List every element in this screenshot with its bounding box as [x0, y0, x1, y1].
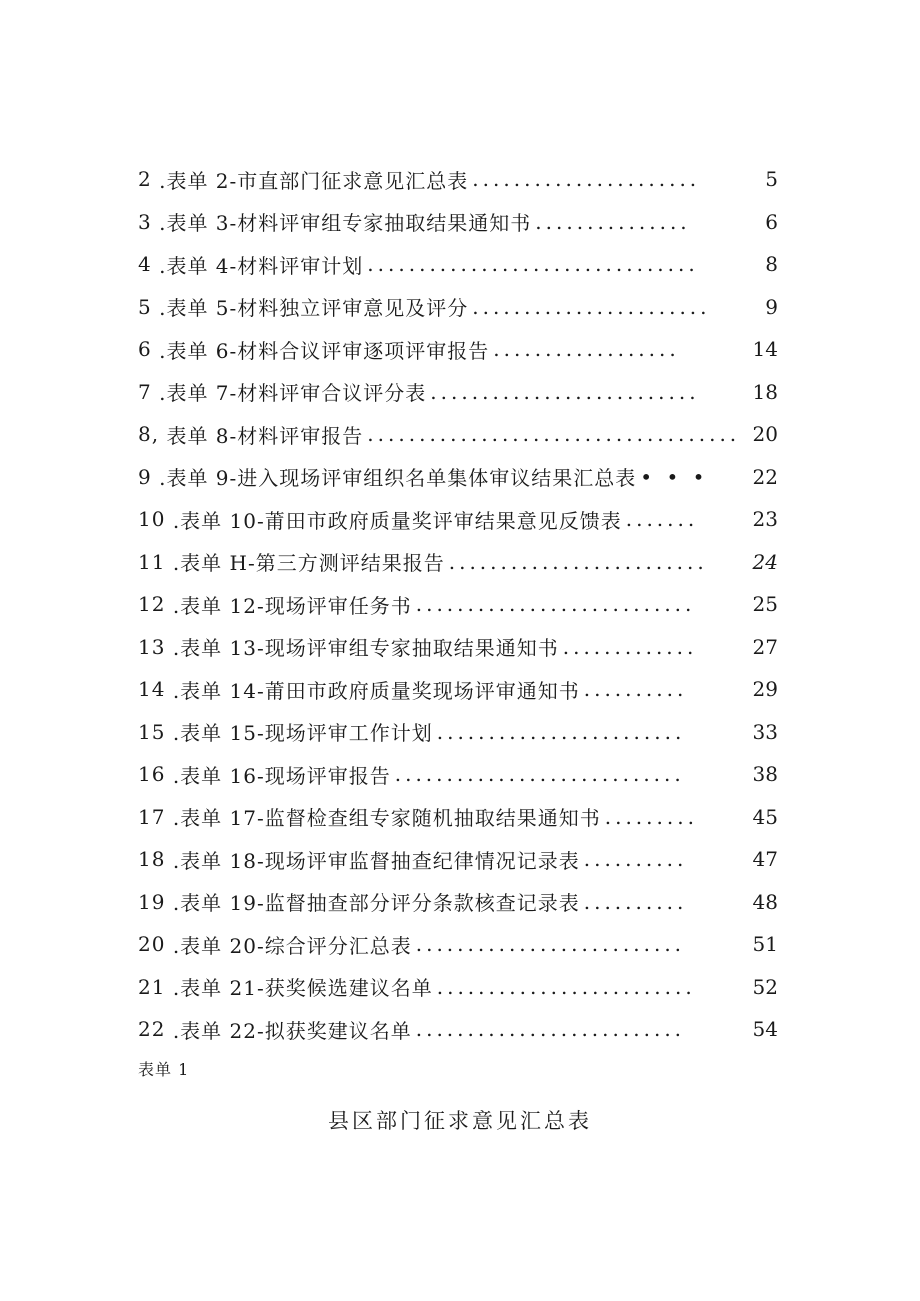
toc-entry-title: .表单 22-拟获奖建议名单 [172, 1018, 412, 1043]
toc-entry-leader: .......................... [415, 1017, 686, 1042]
toc-entry[interactable] [138, 371, 778, 414]
toc-entry[interactable] [138, 583, 778, 626]
toc-entry-title: .表单 7-材料评审合议评分表 [159, 381, 427, 406]
toc-entry-leader: ...................... [472, 167, 701, 192]
form-label: 表单 1 [138, 1060, 190, 1079]
toc-entry-page: 27 [752, 634, 778, 659]
toc-entry-page: 9 [765, 294, 778, 319]
toc-entry-leader: ......................... [436, 974, 696, 999]
toc-entry-number: 15 [138, 719, 166, 744]
toc-entry-number: 19 [138, 889, 166, 914]
toc-entry[interactable] [138, 838, 778, 881]
toc-entry-leader: • • • [640, 464, 709, 489]
toc-entry-number: 10 [138, 507, 166, 532]
toc-entry-title: .表单 15-现场评审工作计划 [172, 721, 433, 746]
toc-entry-page: 54 [752, 1017, 778, 1042]
toc-entry[interactable] [138, 923, 778, 966]
toc-entry[interactable] [138, 881, 778, 924]
toc-entry-number: 5 [138, 294, 152, 319]
toc-entry-title: .表单 2-市直部门征求意见汇总表 [159, 168, 469, 193]
toc-entry[interactable] [138, 711, 778, 754]
toc-entry[interactable] [138, 158, 778, 201]
toc-entry-title: .表单 16-现场评审报告 [172, 763, 391, 788]
toc-entry-title: .表单 14-莆田市政府质量奖现场评审通知书 [172, 678, 580, 703]
toc-entry-number: 8, [138, 422, 160, 447]
toc-entry-title: .表单 6-材料合议评审逐项评审报告 [159, 338, 490, 363]
toc-entry-page: 51 [752, 932, 778, 957]
toc-entry-leader: .................. [493, 337, 680, 362]
toc-entry[interactable] [138, 456, 778, 499]
toc-entry-leader: ............... [535, 209, 691, 234]
toc-entry-title: .表单 4-材料评审计划 [159, 253, 364, 278]
toc-entry-number: 17 [138, 804, 166, 829]
toc-entry-page: 14 [752, 337, 778, 362]
toc-entry-page: 52 [752, 974, 778, 999]
toc-entry-number: 9 [138, 464, 152, 489]
toc-entry-page: 38 [752, 762, 778, 787]
toc-entry[interactable] [138, 626, 778, 669]
toc-entry-leader: .......................... [430, 379, 700, 404]
toc-entry-title: .表单 3-材料评审组专家抽取结果通知书 [159, 211, 532, 236]
toc-entry-title: .表单 9-进入现场评审组织名单集体审议结果汇总表 [159, 466, 637, 491]
toc-entry-page: 47 [752, 847, 778, 872]
toc-entry[interactable] [138, 753, 778, 796]
toc-entry[interactable] [138, 243, 778, 286]
toc-entry-number: 7 [138, 379, 152, 404]
toc-entry-page: 6 [765, 209, 778, 234]
toc-entry-title: .表单 19-监督抽查部分评分条款核查记录表 [172, 891, 580, 916]
toc-entry[interactable] [138, 286, 778, 329]
toc-entry[interactable] [138, 966, 778, 1009]
toc-entry-title: .表单 12-现场评审任务书 [172, 593, 412, 618]
toc-entry-number: 6 [138, 337, 152, 362]
toc-entry-leader: ........................... [415, 592, 696, 617]
toc-entry-number: 20 [138, 932, 166, 957]
toc-entry-number: 21 [138, 974, 166, 999]
toc-entry-page: 5 [765, 167, 778, 192]
toc-entry-leader: ......................... [448, 549, 708, 574]
toc-entry-page: 18 [752, 379, 778, 404]
toc-entry-title: .表单 H-第三方测评结果报告 [172, 551, 445, 576]
toc-entry[interactable] [138, 498, 778, 541]
toc-entry[interactable] [138, 796, 778, 839]
toc-entry-leader: .......................... [415, 932, 686, 957]
toc-entry-title: .表单 20-综合评分汇总表 [172, 933, 412, 958]
toc-entry-leader: .......... [583, 889, 688, 914]
toc-entry-number: 22 [138, 1017, 166, 1042]
toc-entry[interactable] [138, 541, 778, 584]
toc-entry-title: .表单 18-现场评审监督抽查纪律情况记录表 [172, 848, 580, 873]
toc-entry-number: 14 [138, 677, 166, 702]
toc-entry-title: .表单 21-获奖候选建议名单 [172, 976, 433, 1001]
toc-entry-leader: ......... [604, 804, 698, 829]
form-title: 县区部门征求意见汇总表 [328, 1109, 592, 1133]
toc-entry-leader: .......... [583, 677, 688, 702]
toc-entry-leader: ....................... [472, 294, 711, 319]
toc-entry-title: .表单 5-材料独立评审意见及评分 [159, 296, 469, 321]
toc-entry-number: 16 [138, 762, 166, 787]
toc-entry-page: 48 [752, 889, 778, 914]
toc-entry-page: 25 [752, 592, 778, 617]
toc-entry[interactable] [138, 413, 778, 456]
toc-entry-leader: ....... [625, 507, 699, 532]
toc-entry-title: .表单 13-现场评审组专家抽取结果通知书 [172, 636, 559, 661]
toc-entry[interactable] [138, 668, 778, 711]
toc-entry-page: 29 [752, 677, 778, 702]
table-of-contents [138, 158, 778, 1051]
toc-entry-number: 3 [138, 209, 152, 234]
toc-entry-number: 13 [138, 634, 166, 659]
toc-entry-title: .表单 17-监督检查组专家随机抽取结果通知书 [172, 806, 601, 831]
toc-entry-page: 33 [752, 719, 778, 744]
toc-entry-number: 2 [138, 167, 152, 192]
toc-entry-title: 表单 8-材料评审报告 [166, 423, 364, 448]
toc-entry-number: 12 [138, 592, 166, 617]
toc-entry-number: 18 [138, 847, 166, 872]
toc-entry-leader: .......... [583, 847, 688, 872]
toc-entry-number: 11 [138, 549, 166, 574]
toc-entry[interactable] [138, 328, 778, 371]
toc-entry[interactable] [138, 1008, 778, 1051]
toc-entry-leader: ................................ [367, 252, 699, 277]
toc-entry-page: 22 [752, 464, 778, 489]
toc-entry-page: 45 [752, 804, 778, 829]
toc-entry-page: 23 [752, 507, 778, 532]
toc-entry[interactable] [138, 201, 778, 244]
toc-entry-page: 20 [752, 422, 778, 447]
toc-entry-number: 4 [138, 252, 152, 277]
toc-entry-page: 8 [765, 252, 778, 277]
toc-entry-page: 24 [752, 549, 778, 574]
toc-entry-leader: ............................ [394, 762, 685, 787]
toc-entry-leader: ............. [562, 634, 698, 659]
toc-entry-title: .表单 10-莆田市政府质量奖评审结果意见反馈表 [172, 508, 622, 533]
toc-entry-leader: ........................ [436, 719, 686, 744]
toc-entry-leader: .................................... [367, 422, 741, 447]
